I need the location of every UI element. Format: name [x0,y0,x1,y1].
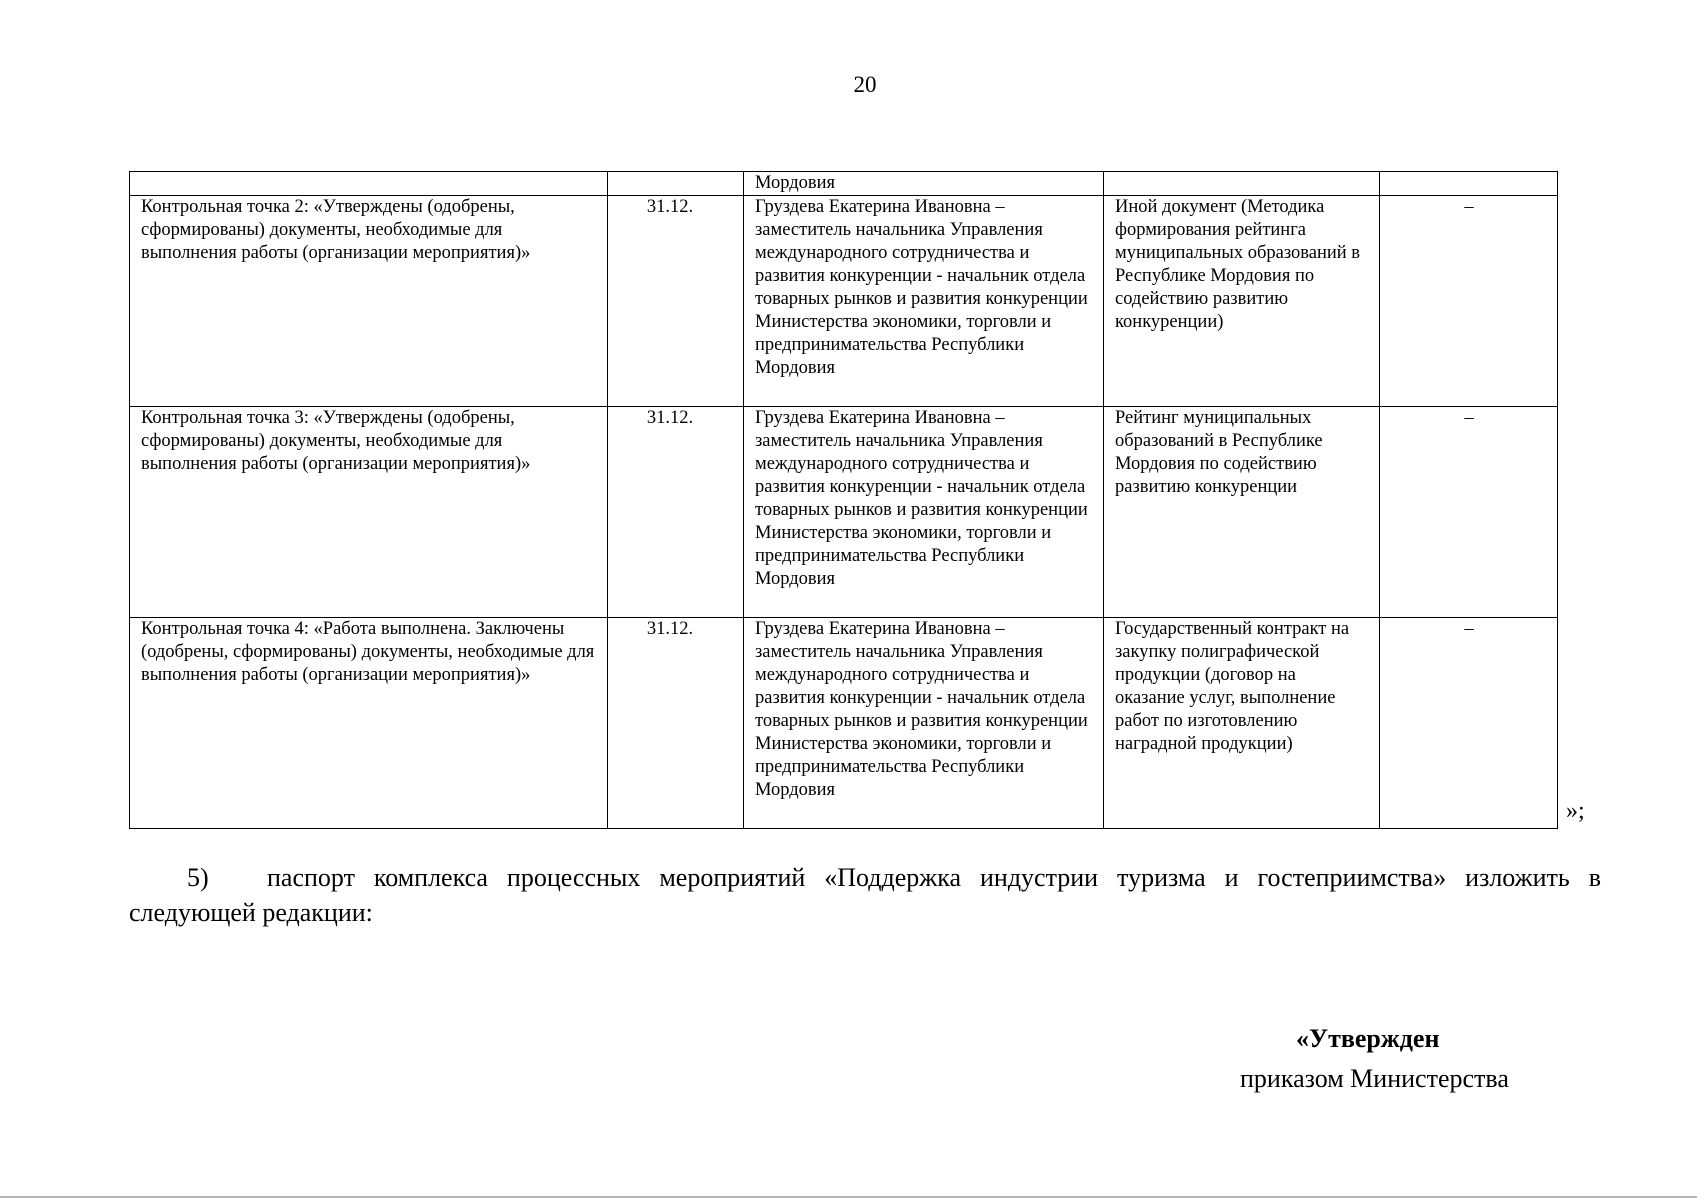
document-cell: Государственный контракт на закупку полиграфической продукции (договор на оказание услуг, выполнение работ по изготовлению наградной продукции) [1104,618,1380,829]
scan-edge-line [0,1196,1697,1198]
control-point-cell: Контрольная точка 2: «Утверждены (одобрены, сформированы) документы, необходимые для выполнения работы (организации мероприятия)» [130,196,608,407]
dash-cell: – [1380,618,1558,829]
control-points-table-wrap [129,171,1557,829]
table-row-continuation [130,172,1558,196]
document-cell: Иной документ (Методика формирования рейтинга муниципальных образований в Республике Мордовия по содействию развитию конкуренции) [1104,196,1380,407]
table-cell [608,172,744,196]
table-row [130,407,1558,618]
table-cell: Мордовия [744,172,1104,196]
responsible-cell: Груздева Екатерина Ивановна – заместитель начальника Управления международного сотрудничества и развития конкуренции - начальник отдела товарных рынков и развития конкуренции Министерства экономики, торговли и предпринимательства Республики Мордовия [744,618,1104,829]
table-row [130,618,1558,829]
table-row [130,196,1558,407]
table-cell [1104,172,1380,196]
paragraph-text: паспорт комплекса процессных мероприятий «Поддержка индустрии туризма и гостеприимства» изложить в следующей редакции: [129,863,1601,927]
approved-heading: «Утвержден [1296,1024,1440,1053]
control-point-cell: Контрольная точка 3: «Утверждены (одобрены, сформированы) документы, необходимые для выполнения работы (организации мероприятия)» [130,407,608,618]
closing-quote: »; [1566,798,1585,824]
table-cell [130,172,608,196]
responsible-cell: Груздева Екатерина Ивановна – заместитель начальника Управления международного сотрудничества и развития конкуренции - начальник отдела товарных рынков и развития конкуренции Министерства экономики, торговли и предпринимательства Республики Мордовия [744,196,1104,407]
paragraph-item-5 [129,860,1601,930]
dash-cell: – [1380,196,1558,407]
date-cell: 31.12. [608,407,744,618]
dash-cell: – [1380,407,1558,618]
control-point-cell: Контрольная точка 4: «Работа выполнена. Заключены (одобрены, сформированы) документы, необходимые для выполнения работы (организации мероприятия)» [130,618,608,829]
responsible-cell: Груздева Екатерина Ивановна – заместитель начальника Управления международного сотрудничества и развития конкуренции - начальник отдела товарных рынков и развития конкуренции Министерства экономики, торговли и предпринимательства Республики Мордовия [744,407,1104,618]
paragraph-number: 5) [187,863,209,892]
table-cell [1380,172,1558,196]
control-points-table [129,171,1558,829]
approved-by-order: приказом Министерства [1240,1064,1509,1093]
date-cell: 31.12. [608,196,744,407]
page-number: 20 [853,72,877,97]
date-cell: 31.12. [608,618,744,829]
document-cell: Рейтинг муниципальных образований в Республике Мордовия по содействию развитию конкуренции [1104,407,1380,618]
